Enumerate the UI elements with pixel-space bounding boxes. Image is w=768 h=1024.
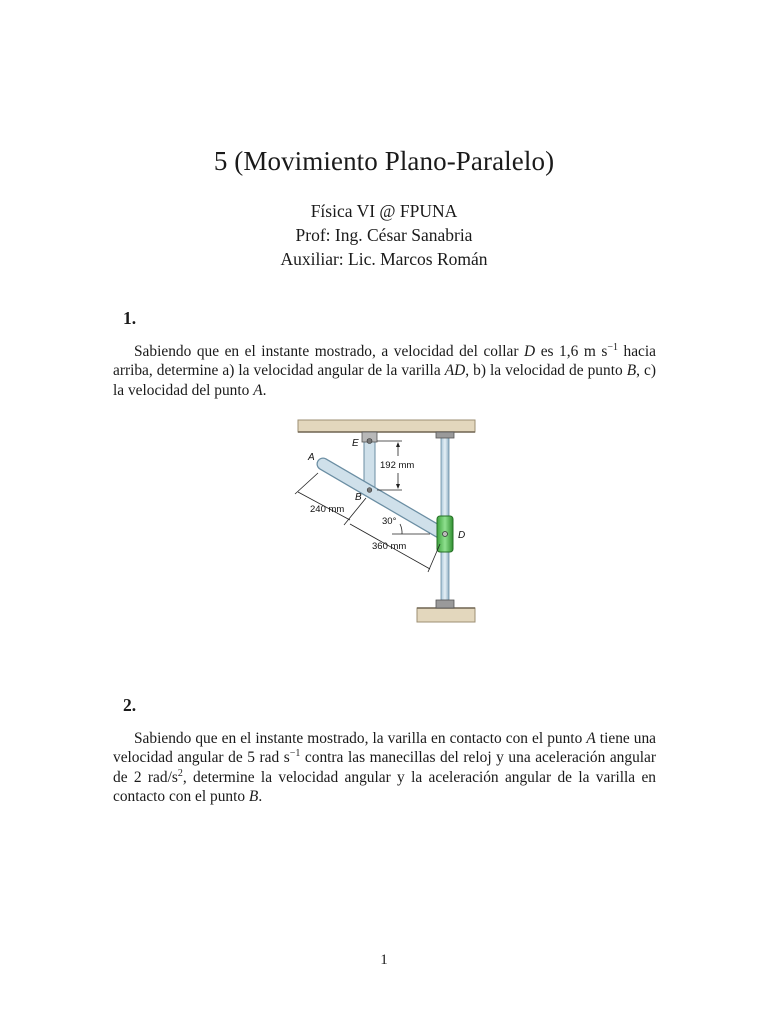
problem-2-number: 2. <box>123 695 137 715</box>
page-number: 1 <box>380 952 388 968</box>
author-block <box>0 199 768 271</box>
point-a-label: A <box>308 452 315 463</box>
point-d-label: D <box>458 530 466 541</box>
page-title: 5 (Movimiento Plano-Paralelo) <box>213 146 555 176</box>
dim-240-label: 240 mm <box>310 504 345 515</box>
pin-b <box>367 488 372 493</box>
rod-top-bracket <box>436 432 454 438</box>
floor <box>417 608 475 622</box>
course-line: Física VI @ FPUNA <box>310 201 458 221</box>
problem-1-text: Sabiendo que en el instante mostrado, a velocidad del collar D es 1,6 m $s^{-1}$ hacia arriba, determine a) la velocidad angular de la varilla AD, b) la velocidad de punto B, c) la velocidad del punto A. <box>113 341 656 399</box>
rod-bottom-bracket <box>436 600 454 608</box>
assistant-line: Auxiliar: Lic. Marcos Román <box>280 249 488 269</box>
point-b-label: B <box>355 492 362 503</box>
pin-e <box>367 439 372 444</box>
professor-line: Prof: Ing. César Sanabria <box>295 225 473 245</box>
dim-192-label: 192 mm <box>380 460 415 471</box>
mechanism-figure <box>280 414 490 628</box>
point-e-label: E <box>352 438 359 449</box>
problem-2-text: Sabiendo que en el instante mostrado, la varilla en contacto con el punto A tiene una velocidad angular de 5 rad $s^{-1}$ contra las manecillas del reloj y una aceleración angular de 2 rad/$s^2$, determine la velocidad angular y la aceleración angular de la varilla en contacto con el punto B. <box>113 730 657 805</box>
pin-d <box>443 532 448 537</box>
angle-label: 30° <box>382 516 397 527</box>
dim-360-label: 360 mm <box>372 541 407 552</box>
problem-1-number: 1. <box>123 308 137 328</box>
ceiling <box>298 420 475 432</box>
